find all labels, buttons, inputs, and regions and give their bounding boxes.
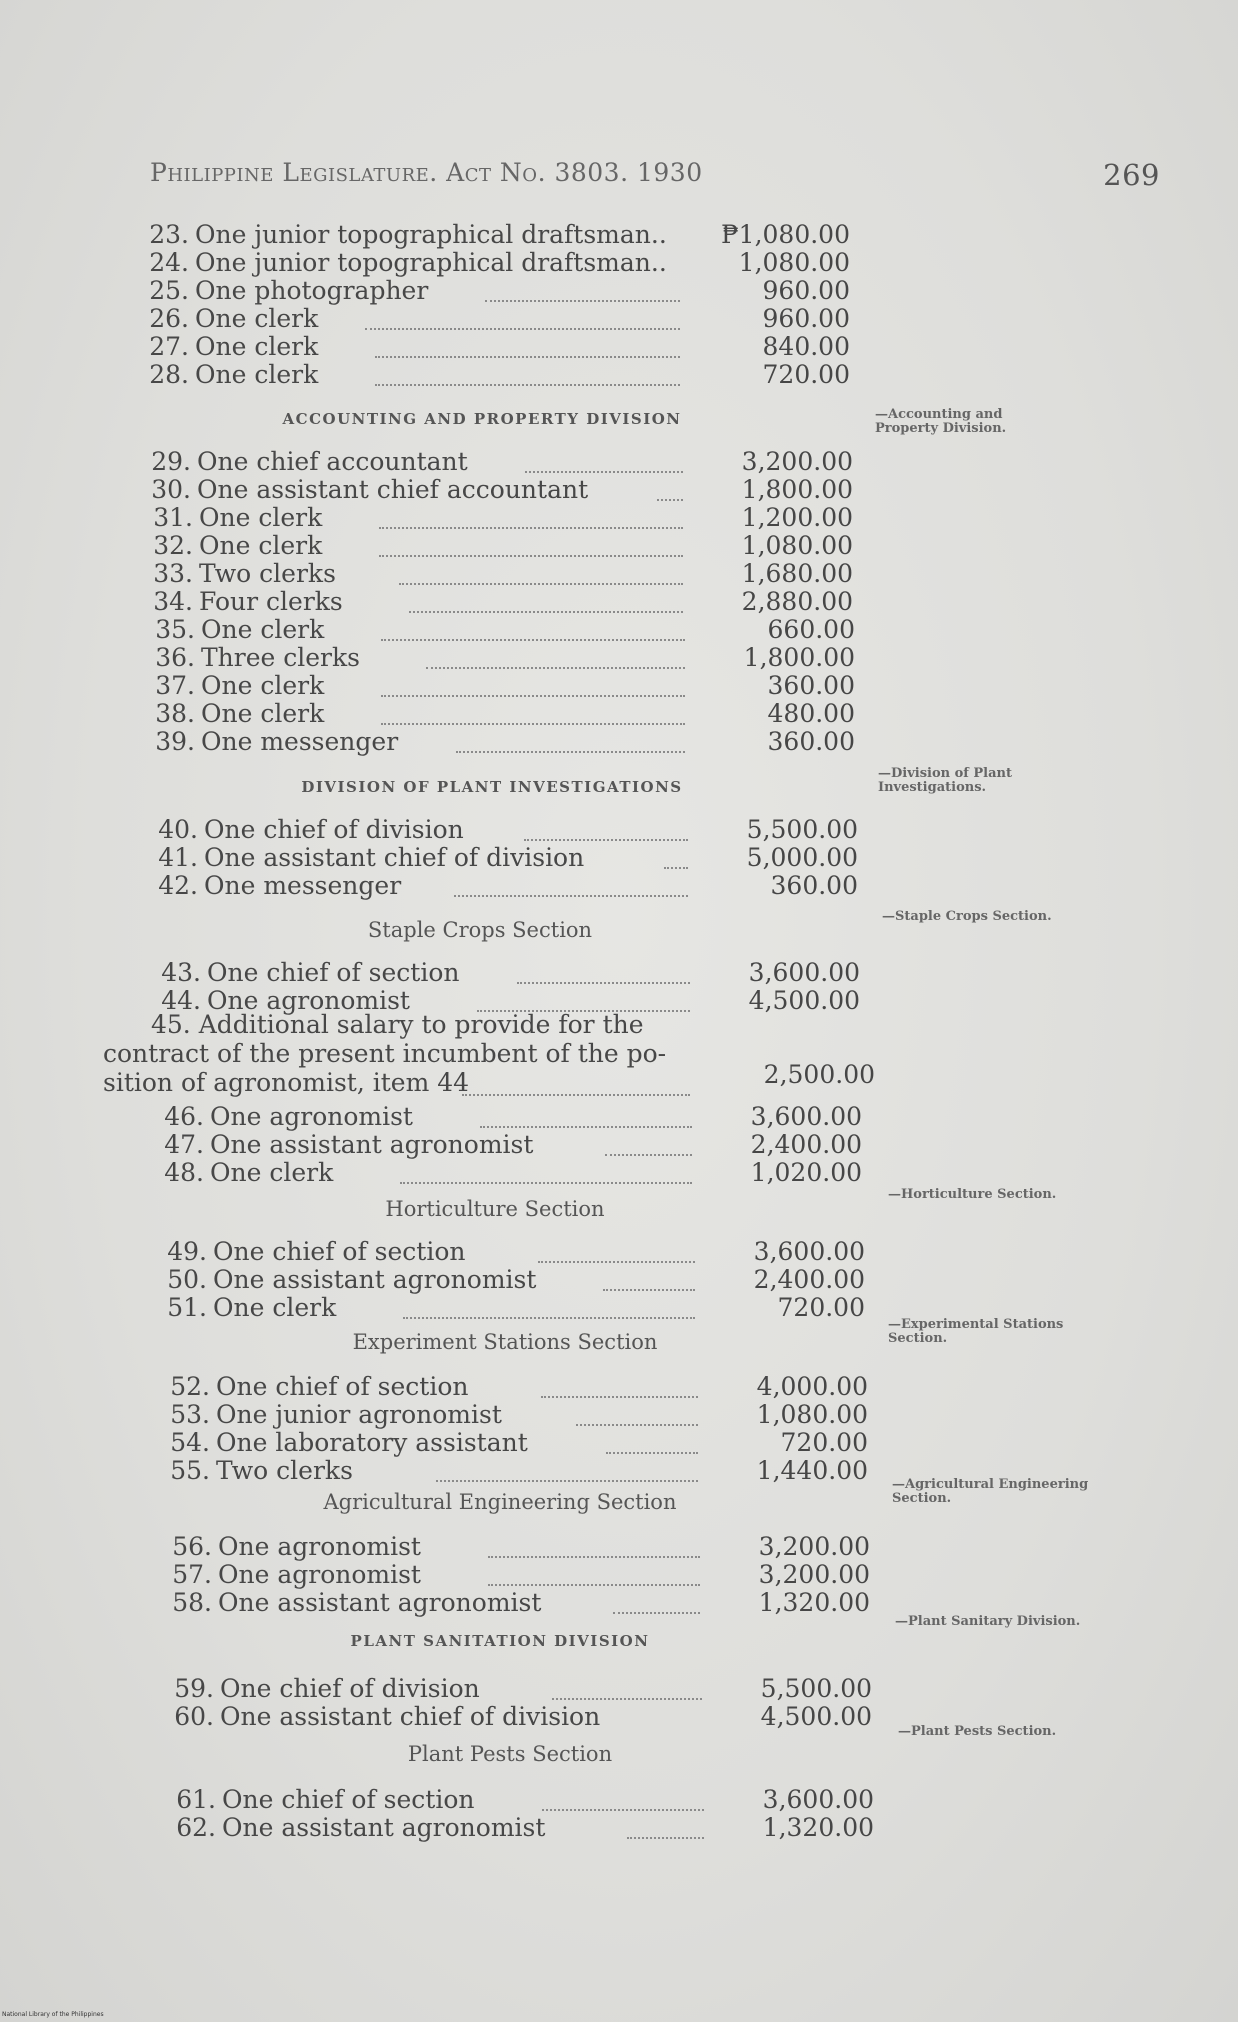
item-number: 48. — [164, 1158, 204, 1187]
salary-item — [139, 727, 398, 756]
item-description: One clerk — [201, 699, 325, 728]
salary-item — [135, 447, 468, 476]
item-description: One messenger — [204, 871, 402, 900]
item-description: One assistant chief accountant — [197, 475, 589, 504]
item-number: 36. — [155, 643, 195, 672]
dot-leader — [381, 639, 685, 641]
item-number: 34. — [153, 587, 193, 616]
item-amount: 1,800.00 — [743, 643, 855, 672]
item-description: One clerk — [199, 531, 323, 560]
dot-leader — [426, 667, 685, 669]
heading-plant-pests-section: Plant Pests Section — [407, 1742, 613, 1766]
salary-item — [151, 1265, 536, 1294]
item-number: 30. — [151, 475, 191, 504]
dot-leader — [664, 867, 689, 869]
item-amount: 1,020.00 — [750, 1158, 862, 1187]
item-amount: 2,400.00 — [750, 1130, 862, 1159]
dot-leader — [485, 300, 680, 302]
item-description: One assistant agronomist — [218, 1588, 542, 1617]
item-description: One assistant agronomist — [210, 1130, 534, 1159]
item-number: 35. — [155, 615, 195, 644]
item-number: 55. — [170, 1456, 210, 1485]
item-amount: 4,000.00 — [756, 1372, 868, 1401]
item-description: One agronomist — [210, 1102, 413, 1131]
item-description: One junior agronomist — [216, 1400, 502, 1429]
item-amount: 3,200.00 — [758, 1560, 870, 1589]
item-amount: 3,200.00 — [741, 447, 853, 476]
item-description: One clerk — [195, 304, 319, 333]
item-description: One clerk — [210, 1158, 334, 1187]
dot-leader — [606, 1452, 698, 1454]
item-amount: 2,400.00 — [753, 1265, 865, 1294]
item-amount: 480.00 — [767, 699, 855, 728]
item-number: 39. — [155, 727, 195, 756]
salary-item — [133, 304, 318, 333]
item-amount: 360.00 — [767, 671, 855, 700]
item-number: 56. — [172, 1532, 212, 1561]
salary-item — [156, 1588, 541, 1617]
dot-leader — [517, 982, 690, 984]
dot-leader — [399, 583, 683, 585]
item-amount: ₱1,080.00 — [721, 220, 850, 249]
salary-item — [154, 1456, 353, 1485]
item-description: One chief of division — [220, 1674, 480, 1703]
salary-item — [156, 1532, 421, 1561]
dot-leader — [379, 555, 683, 557]
item-description: Three clerks — [201, 643, 360, 672]
salary-item — [145, 986, 410, 1015]
dot-leader — [436, 1480, 698, 1482]
salary-item — [133, 220, 667, 249]
item-amount: 5,000.00 — [746, 843, 858, 872]
dot-leader — [375, 384, 680, 386]
salary-item — [160, 1785, 475, 1814]
item-description: One clerk — [199, 503, 323, 532]
item-number: 25. — [149, 276, 189, 305]
item-description: One clerk — [195, 332, 319, 361]
item-number: 27. — [149, 332, 189, 361]
salary-item — [137, 559, 336, 588]
item-amount: 3,600.00 — [748, 958, 860, 987]
item-amount: 840.00 — [762, 332, 850, 361]
heading-plant-sanitation-division: PLANT SANITATION DIVISION — [350, 1632, 650, 1650]
dot-leader — [488, 1556, 700, 1558]
item-number: 57. — [172, 1560, 212, 1589]
item-number: 23. — [149, 220, 189, 249]
dot-leader — [379, 527, 683, 529]
item-amount: 360.00 — [767, 727, 855, 756]
item-amount: 5,500.00 — [746, 815, 858, 844]
salary-item — [158, 1674, 480, 1703]
item-number: 50. — [167, 1265, 207, 1294]
salary-item — [139, 671, 324, 700]
item-number: 62. — [176, 1813, 216, 1842]
salary-item — [151, 1293, 336, 1322]
running-head — [150, 158, 1160, 198]
dot-leader — [454, 895, 688, 897]
item-description: One chief accountant — [197, 447, 468, 476]
item-number: 26. — [149, 304, 189, 333]
item-amount: 720.00 — [762, 360, 850, 389]
salary-item — [151, 1237, 466, 1266]
item-amount: 960.00 — [762, 304, 850, 333]
salary-item — [142, 843, 584, 872]
item-number: 33. — [153, 559, 193, 588]
item-number: 37. — [155, 671, 195, 700]
item-description: One junior topographical draftsman.. — [195, 220, 667, 249]
item-amount: 1,440.00 — [756, 1456, 868, 1485]
dot-leader — [488, 1584, 700, 1586]
margin-note-agricultural-engineering: —Agricultural Engineering Section. — [892, 1477, 1089, 1506]
item-amount: 1,080.00 — [756, 1400, 868, 1429]
footer-credit: National Library of the Philippines — [2, 2011, 104, 2018]
item-amount: 1,080.00 — [738, 248, 850, 277]
item-amount: 1,320.00 — [758, 1588, 870, 1617]
item-number: 32. — [153, 531, 193, 560]
salary-item — [135, 475, 588, 504]
salary-item — [158, 1702, 600, 1731]
item-number: 46. — [164, 1102, 204, 1131]
dot-leader — [538, 1261, 695, 1263]
item-number: 60. — [174, 1702, 214, 1731]
dot-leader — [400, 1182, 692, 1184]
item-description: One assistant agronomist — [222, 1813, 546, 1842]
item-45-paragraph — [103, 1010, 693, 1097]
dot-leader — [542, 1809, 704, 1811]
item-description: One clerk — [201, 671, 325, 700]
item-amount: 1,800.00 — [741, 475, 853, 504]
item-45-line-1: 45. Additional salary to provide for the — [151, 1010, 644, 1039]
item-number: 28. — [149, 360, 189, 389]
item-number: 58. — [172, 1588, 212, 1617]
item-number: 61. — [176, 1785, 216, 1814]
item-amount: 720.00 — [780, 1428, 868, 1457]
item-number: 51. — [167, 1293, 207, 1322]
salary-item — [160, 1813, 545, 1842]
item-number: 31. — [153, 503, 193, 532]
item-amount: 1,200.00 — [741, 503, 853, 532]
item-amount: 3,200.00 — [758, 1532, 870, 1561]
margin-note-experiment-stations: —Experimental Stations Section. — [888, 1317, 1064, 1346]
item-amount: 2,880.00 — [741, 587, 853, 616]
salary-item — [154, 1372, 469, 1401]
item-amount: 660.00 — [767, 615, 855, 644]
item-45-amount: 2,500.00 — [763, 1060, 875, 1089]
item-number: 43. — [161, 958, 201, 987]
margin-note-horticulture: —Horticulture Section. — [888, 1187, 1057, 1202]
item-amount: 3,600.00 — [750, 1102, 862, 1131]
dot-leader — [552, 1698, 702, 1700]
salary-item — [139, 615, 324, 644]
item-number: 44. — [161, 986, 201, 1015]
heading-plant-investigations-division: DIVISION OF PLANT INVESTIGATIONS — [301, 778, 683, 796]
item-description: Two clerks — [199, 559, 336, 588]
salary-item — [154, 1428, 528, 1457]
item-description: One chief of division — [204, 815, 464, 844]
salary-item — [139, 643, 360, 672]
salary-item — [148, 1102, 413, 1131]
item-number: 47. — [164, 1130, 204, 1159]
heading-agricultural-engineering-section: Agricultural Engineering Section — [323, 1490, 677, 1514]
item-description: Four clerks — [199, 587, 343, 616]
item-description: One agronomist — [218, 1560, 421, 1589]
dot-leader — [605, 1154, 692, 1156]
margin-note-accounting: —Accounting and Property Division. — [875, 407, 1007, 436]
item-description: One assistant chief of division — [204, 843, 585, 872]
dot-leader — [525, 471, 683, 473]
item-amount: 360.00 — [770, 871, 858, 900]
heading-accounting-division: ACCOUNTING AND PROPERTY DIVISION — [282, 410, 682, 428]
dot-leader — [480, 1126, 692, 1128]
salary-item — [137, 503, 322, 532]
dot-leader — [456, 751, 685, 753]
salary-item — [133, 276, 428, 305]
running-head-title: Philippine Legislature. Act No. 3803. 1930 — [150, 158, 703, 187]
item-amount: 3,600.00 — [753, 1237, 865, 1266]
item-description: One assistant agronomist — [213, 1265, 537, 1294]
item-45-line-2: contract of the present incumbent of the po- — [103, 1039, 667, 1068]
item-amount: 960.00 — [762, 276, 850, 305]
heading-staple-crops-section: Staple Crops Section — [367, 918, 593, 942]
salary-item — [139, 699, 324, 728]
item-number: 24. — [149, 248, 189, 277]
item-description: One clerk — [201, 615, 325, 644]
item-description: One clerk — [213, 1293, 337, 1322]
item-number: 29. — [151, 447, 191, 476]
item-description: One assistant chief of division — [220, 1702, 601, 1731]
salary-item — [137, 587, 343, 616]
dot-leader — [477, 1010, 690, 1012]
heading-experiment-stations-section: Experiment Stations Section — [352, 1330, 658, 1354]
dot-leader — [524, 839, 688, 841]
item-description: One agronomist — [218, 1532, 421, 1561]
salary-item — [156, 1560, 421, 1589]
margin-note-plant-investigations: —Division of Plant Investigations. — [878, 766, 1012, 795]
item-description: One messenger — [201, 727, 399, 756]
dot-leader — [603, 1289, 695, 1291]
item-number: 38. — [155, 699, 195, 728]
dot-leader — [381, 695, 685, 697]
item-number: 40. — [158, 815, 198, 844]
salary-item — [142, 815, 464, 844]
item-amount: 720.00 — [777, 1293, 865, 1322]
item-description: One chief of section — [207, 958, 460, 987]
item-amount: 1,080.00 — [741, 531, 853, 560]
dot-leader — [627, 1837, 704, 1839]
dot-leader — [576, 1424, 698, 1426]
margin-note-staple-crops: —Staple Crops Section. — [882, 909, 1052, 924]
item-amount: 5,500.00 — [760, 1674, 872, 1703]
dot-leader — [409, 611, 683, 613]
item-number: 42. — [158, 871, 198, 900]
item-description: One laboratory assistant — [216, 1428, 528, 1457]
item-description: One chief of section — [213, 1237, 466, 1266]
item-description: One chief of section — [216, 1372, 469, 1401]
item-description: One agronomist — [207, 986, 410, 1015]
item-number: 59. — [174, 1674, 214, 1703]
heading-horticulture-section: Horticulture Section — [385, 1197, 605, 1221]
item-number: 52. — [170, 1372, 210, 1401]
margin-note-plant-sanitation: —Plant Sanitary Division. — [895, 1614, 1081, 1629]
item-number: 49. — [167, 1237, 207, 1266]
salary-item — [133, 248, 667, 277]
salary-item — [148, 1130, 533, 1159]
margin-note-plant-pests: —Plant Pests Section. — [898, 1724, 1057, 1739]
item-45-leader — [462, 1094, 690, 1096]
item-45-line-3: sition of agronomist, item 44 — [103, 1068, 470, 1097]
dot-leader — [657, 499, 683, 501]
salary-item — [148, 1158, 333, 1187]
salary-item — [133, 360, 318, 389]
page-number: 269 — [1103, 158, 1160, 192]
item-description: One clerk — [195, 360, 319, 389]
salary-item — [145, 958, 460, 987]
salary-item — [133, 332, 318, 361]
salary-item — [154, 1400, 502, 1429]
item-description: Two clerks — [216, 1456, 353, 1485]
dot-leader — [541, 1396, 698, 1398]
item-amount: 1,320.00 — [762, 1813, 874, 1842]
item-description: One junior topographical draftsman.. — [195, 248, 667, 277]
dot-leader — [613, 1612, 700, 1614]
salary-item — [137, 531, 322, 560]
item-number: 53. — [170, 1400, 210, 1429]
item-amount: 1,680.00 — [741, 559, 853, 588]
salary-item — [142, 871, 401, 900]
item-amount: 3,600.00 — [762, 1785, 874, 1814]
item-description: One photographer — [195, 276, 429, 305]
dot-leader — [365, 328, 680, 330]
item-number: 41. — [158, 843, 198, 872]
item-amount: 4,500.00 — [748, 986, 860, 1015]
dot-leader — [403, 1317, 695, 1319]
dot-leader — [381, 723, 685, 725]
item-amount: 4,500.00 — [760, 1702, 872, 1731]
item-description: One chief of section — [222, 1785, 475, 1814]
item-number: 54. — [170, 1428, 210, 1457]
dot-leader — [375, 356, 680, 358]
